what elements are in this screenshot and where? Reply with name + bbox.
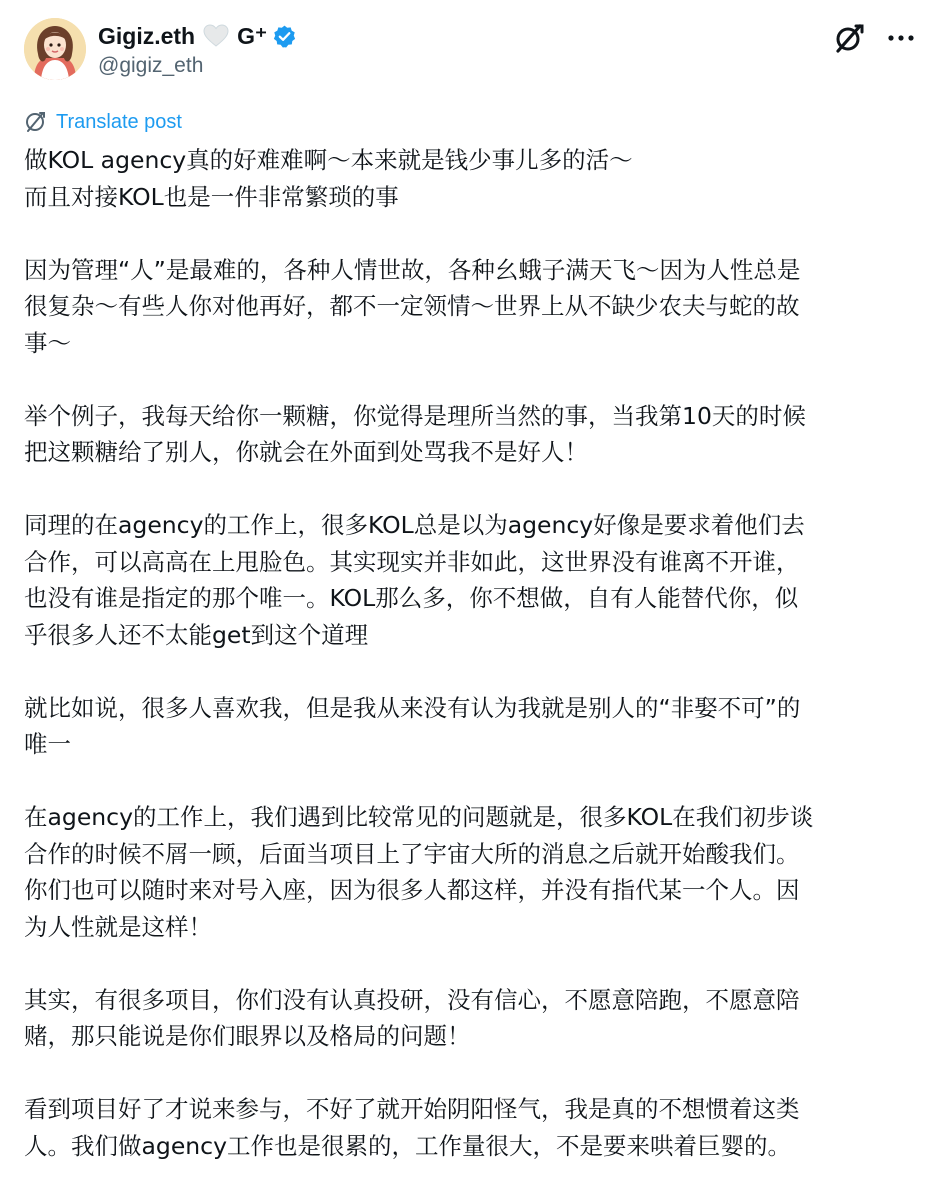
post-header — [24, 16, 917, 86]
avatar[interactable] — [24, 18, 86, 80]
text-line: 赌，那只能说是你们眼界以及格局的问题！ — [24, 1022, 471, 1050]
more-options-icon[interactable] — [885, 22, 917, 54]
text-line: 而且对接KOL也是一件非常繁琐的事 — [24, 182, 399, 211]
paragraph-6 — [24, 799, 924, 945]
paragraph-3 — [24, 398, 924, 471]
text-line: 其实，有很多项目，你们没有认真投研，没有信心，不愿意陪跑，不愿意陪 — [24, 985, 800, 1014]
paragraph-1 — [24, 142, 924, 215]
text-line: 也没有谁是指定的那个唯一。KOL那么多，你不想做，自有人能替代你，似 — [24, 584, 799, 612]
paragraph-2 — [24, 252, 924, 362]
text-line: 唯一 — [24, 730, 71, 758]
text-line: 很复杂～有些人你对他再好，都不一定领情～世界上从不缺少农夫与蛇的故 — [24, 292, 800, 320]
paragraph-8 — [24, 1091, 924, 1164]
text-line: 为人性就是这样！ — [24, 912, 212, 941]
author-info — [98, 20, 297, 78]
text-line: 因为管理“人”是最难的，各种人情世故，各种幺蛾子满天飞～因为人性总是 — [24, 255, 801, 284]
text-line: 同理的在agency的工作上，很多KOL总是以为agency好像是要求着他们去 — [24, 511, 805, 539]
text-line: 举个例子，我每天给你一颗糖，你觉得是理所当然的事，当我第10天的时候 — [24, 401, 806, 430]
text-line: 合作，可以高高在上甩脸色。其实现实并非如此，这世界没有谁离不开谁， — [24, 547, 800, 576]
text-line: 做KOL agency真的好难难啊～本来就是钱少事儿多的活～ — [24, 146, 633, 174]
avatar-illustration — [24, 18, 86, 80]
text-line: 在agency的工作上，我们遇到比较常见的问题就是，很多KOL在我们初步谈 — [24, 803, 814, 831]
verified-badge-icon[interactable] — [272, 24, 297, 49]
text-line: 把这颗糖给了别人，你就会在外面到处骂我不是好人！ — [24, 438, 588, 466]
paragraph-4 — [24, 507, 924, 653]
translate-post-link[interactable] — [24, 110, 182, 134]
heart-icon — [203, 24, 229, 48]
text-line: 合作的时候不屑一顾，后面当项目上了宇宙大所的消息之后就开始酸我们。 — [24, 839, 800, 868]
post-text — [24, 142, 924, 1201]
name-row — [98, 20, 297, 52]
translate-icon — [24, 110, 48, 134]
display-name[interactable]: Gigiz.eth — [98, 22, 196, 49]
text-line: 人。我们做agency工作也是很累的，工作量很大，不是要来哄着巨婴的。 — [24, 1131, 791, 1160]
text-line: 乎很多人还不太能get到这个道理 — [24, 620, 369, 649]
g-plus-badge: G⁺ — [237, 22, 268, 49]
text-line: 看到项目好了才说来参与，不好了就开始阴阳怪气，我是真的不想惯着这类 — [24, 1095, 800, 1123]
text-line: 你们也可以随时来对号入座，因为很多人都这样，并没有指代某一个人。因 — [24, 876, 800, 904]
author-handle[interactable]: @gigiz_eth — [98, 54, 204, 77]
paragraph-7 — [24, 982, 924, 1055]
text-line: 事～ — [24, 328, 71, 357]
text-line: 就比如说，很多人喜欢我，但是我从来没有认为我就是别人的“非娶不可”的 — [24, 693, 801, 722]
translate-post-label: Translate post — [56, 110, 182, 133]
grok-icon[interactable] — [829, 18, 869, 58]
paragraph-5 — [24, 690, 924, 763]
